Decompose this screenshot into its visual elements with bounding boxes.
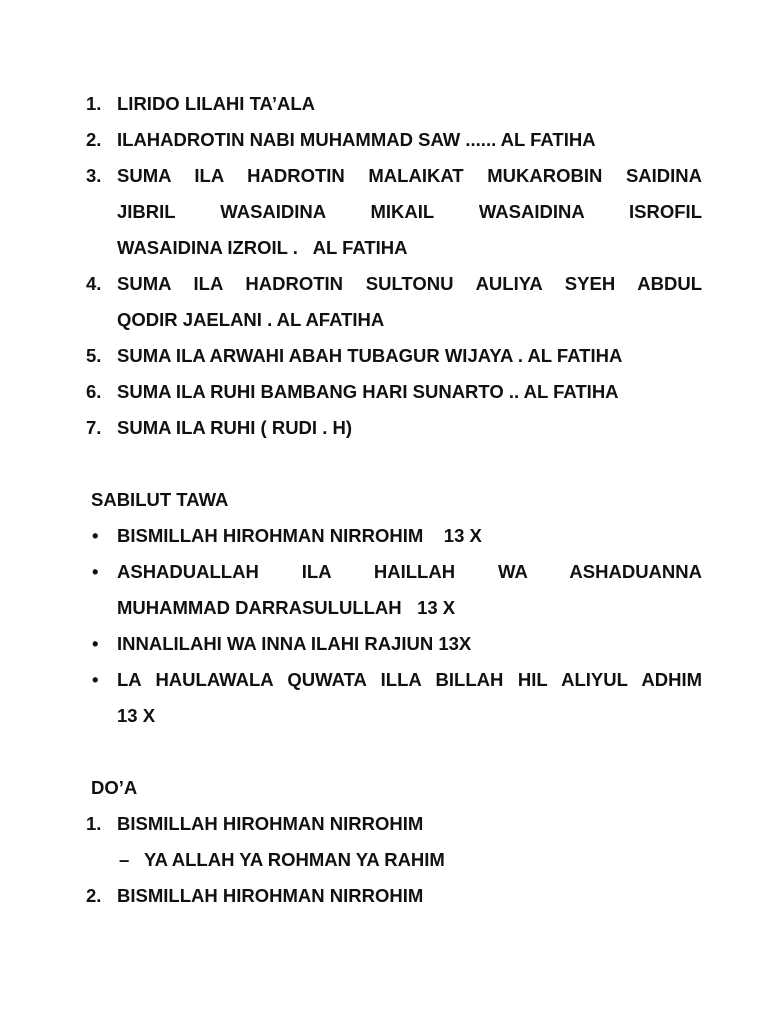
list-item	[86, 518, 702, 554]
list-number: 1.	[86, 813, 102, 834]
list-item-text: JIBRIL WASAIDINA MIKAIL WASAIDINA ISROFIL	[117, 201, 702, 222]
list-number: 1.	[86, 93, 102, 114]
list-number: 2.	[86, 129, 102, 150]
list-item-text: SUMA ILA RUHI ( RUDI . H)	[117, 417, 352, 438]
list-item-text: SUMA ILA ARWAHI ABAH TUBAGUR WIJAYA . AL FATIHA	[117, 345, 623, 366]
spacer	[86, 734, 702, 770]
bullet-icon: •	[92, 669, 99, 690]
dash-icon: –	[119, 849, 130, 870]
list-item	[86, 662, 702, 734]
list-item-text: 13 X	[117, 705, 156, 726]
list-item-text: INNALILAHI WA INNA ILAHI RAJIUN 13X	[117, 633, 472, 654]
list-number: 4.	[86, 273, 102, 294]
list-item-text: QODIR JAELANI . AL AFATIHA	[117, 309, 385, 330]
list-item	[86, 878, 702, 914]
sub-list-item	[86, 842, 702, 878]
document-body	[86, 86, 702, 914]
list-item	[86, 410, 702, 446]
list-item	[86, 158, 702, 266]
list-item-text: ILAHADROTIN NABI MUHAMMAD SAW ...... AL FATIHA	[117, 129, 596, 150]
section-heading-sabilut-tawa: SABILUT TAWA	[91, 489, 229, 510]
list-item-text: MUHAMMAD DARRASULULLAH 13 X	[117, 597, 456, 618]
doa-list	[86, 806, 702, 914]
list-item-text: BISMILLAH HIROHMAN NIRROHIM	[117, 813, 424, 834]
section-heading-doa: DO’A	[91, 777, 138, 798]
list-item	[86, 266, 702, 338]
list-item-text: LA HAULAWALA QUWATA ILLA BILLAH HIL ALIYUL ADHIM	[117, 669, 702, 690]
list-item-text: BISMILLAH HIROHMAN NIRROHIM 13 X	[117, 525, 482, 546]
list-number: 2.	[86, 885, 102, 906]
spacer	[86, 446, 702, 482]
dedication-list	[86, 86, 702, 446]
list-item	[86, 86, 702, 122]
list-item	[86, 554, 702, 626]
bullet-icon: •	[92, 525, 99, 546]
sub-item-text: YA ALLAH YA ROHMAN YA RAHIM	[144, 849, 445, 870]
list-item-text: ASHADUALLAH ILA HAILLAH WA ASHADUANNA	[117, 561, 702, 582]
list-item-text: SUMA ILA HADROTIN MALAIKAT MUKAROBIN SAIDINA	[117, 165, 702, 186]
list-item	[86, 338, 702, 374]
list-number: 7.	[86, 417, 102, 438]
list-number: 3.	[86, 165, 102, 186]
list-item-text: BISMILLAH HIROHMAN NIRROHIM	[117, 885, 424, 906]
list-item	[86, 806, 702, 842]
bullet-icon: •	[92, 561, 99, 582]
list-item-text: WASAIDINA IZROIL . AL FATIHA	[117, 237, 408, 258]
list-item-text: LIRIDO LILAHI TA’ALA	[117, 93, 315, 114]
list-number: 6.	[86, 381, 102, 402]
list-item-text: SUMA ILA HADROTIN SULTONU AULIYA SYEH ABDUL	[117, 273, 702, 294]
list-number: 5.	[86, 345, 102, 366]
list-item	[86, 374, 702, 410]
sabilut-tawa-list	[86, 518, 702, 734]
bullet-icon: •	[92, 633, 99, 654]
list-item	[86, 122, 702, 158]
list-item-text: SUMA ILA RUHI BAMBANG HARI SUNARTO .. AL FATIHA	[117, 381, 619, 402]
list-item	[86, 626, 702, 662]
